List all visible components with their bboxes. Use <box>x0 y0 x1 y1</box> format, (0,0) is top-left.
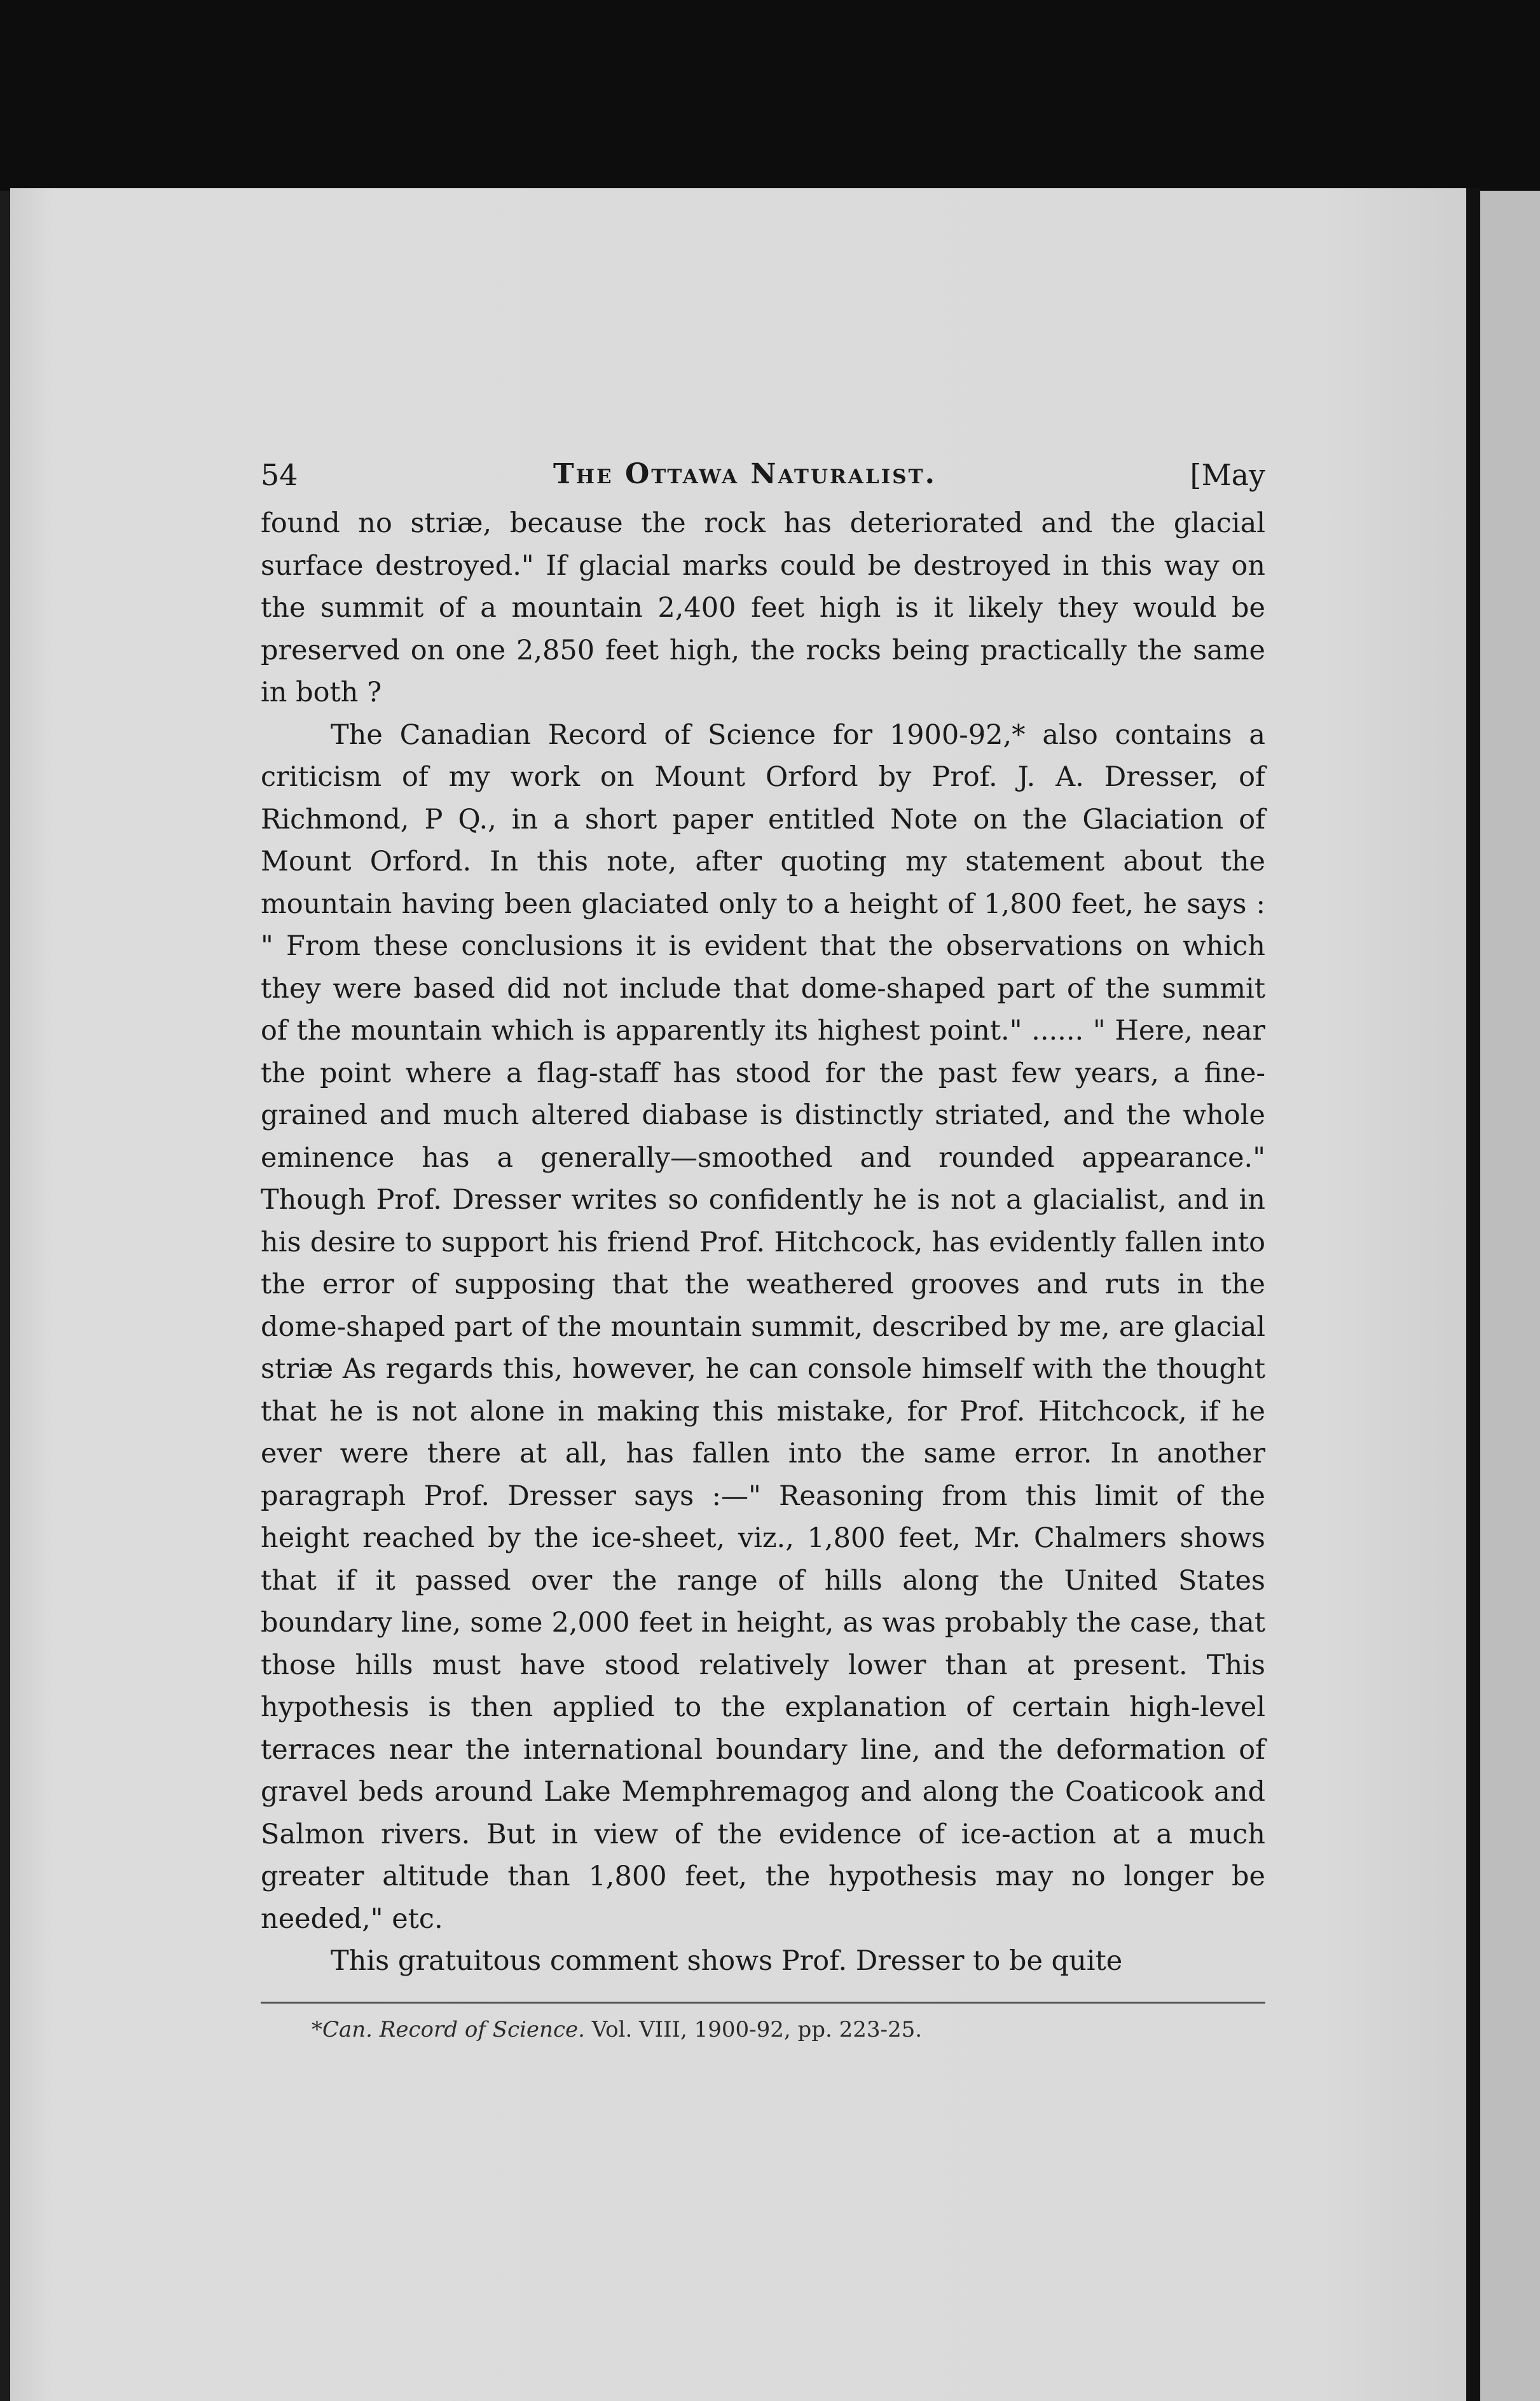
page-content <box>261 445 1265 2046</box>
running-month: [May <box>1190 458 1265 492</box>
footnote <box>261 2014 1265 2046</box>
adjacent-page-edge <box>1480 191 1540 2401</box>
footnote-source: *Can. Record of Science. <box>312 2016 585 2042</box>
book-spine <box>1466 188 1480 2401</box>
page-number: 54 <box>261 458 298 492</box>
paragraph-2: The Canadian Record of Science for 1900-92,* also contains a criticism of my work on Mount Orford by Prof. J. A. Dresser, of Richmond, P Q., in a short paper entitled Note on the Glaciation of Mount Orford. In this note, after quoting my statement about the mountain having been glaciated only to a height of 1,800 feet, he says : " From these conclusions it is evident that the observations on which they were based did not include that dome-shaped part of the summit of the mountain which is apparently its highest point." ...... " Here, near the point where a flag-staff has stood for the past few years, a fine-grained and much altered diabase is distinctly striated, and the whole eminence has a generally—smoothed and rounded appearance." Though Prof. Dresser writes so confidently he is not a glacialist, and in his desire to support his friend Prof. Hitchcock, has evidently fallen into the error of supposing that the weathered grooves and ruts in the dome-shaped part of the mountain summit, described by me, are glacial striæ As regards this, however, he can console himself with the thought that he is not alone in making this mistake, for Prof. Hitchcock, if he ever were there at all, has fallen into the same error. In another paragraph Prof. Dresser says :—" Reasoning from this limit of the height reached by the ice-sheet, viz., 1,800 feet, Mr. Chalmers shows that if it passed over the range of hills along the United States boundary line, some 2,000 feet in height, as was probably the case, that those hills must have stood relatively lower than at present. This hypothesis is then applied to the explanation of certain high-level terraces near the international boundary line, and the deformation of gravel beds around Lake Memphremagog and along the Coaticook and Salmon rivers. But in view of the evidence of ice-action at a much greater altitude than 1,800 feet, the hypothesis may no longer be needed," etc. <box>261 719 1265 1935</box>
running-title: The Ottawa Naturalist. <box>553 458 937 490</box>
running-header <box>261 445 1265 502</box>
paragraph-1: found no striæ, because the rock has deteriorated and the glacial surface destroyed." If glacial marks could be destroyed in this way on the summit of a mountain 2,400 feet high is it likely they would be preserved on one 2,850 feet high, the rocks being practically the same in both ? <box>261 507 1265 708</box>
footnote-reference: Vol. VIII, 1900-92, pp. 223-25. <box>591 2016 923 2042</box>
body-text <box>261 502 1265 1983</box>
footnote-divider <box>261 2002 1265 2004</box>
scan-background-top <box>0 0 1540 191</box>
paragraph-3: This gratuitous comment shows Prof. Dresser to be quite <box>331 1945 1123 1977</box>
